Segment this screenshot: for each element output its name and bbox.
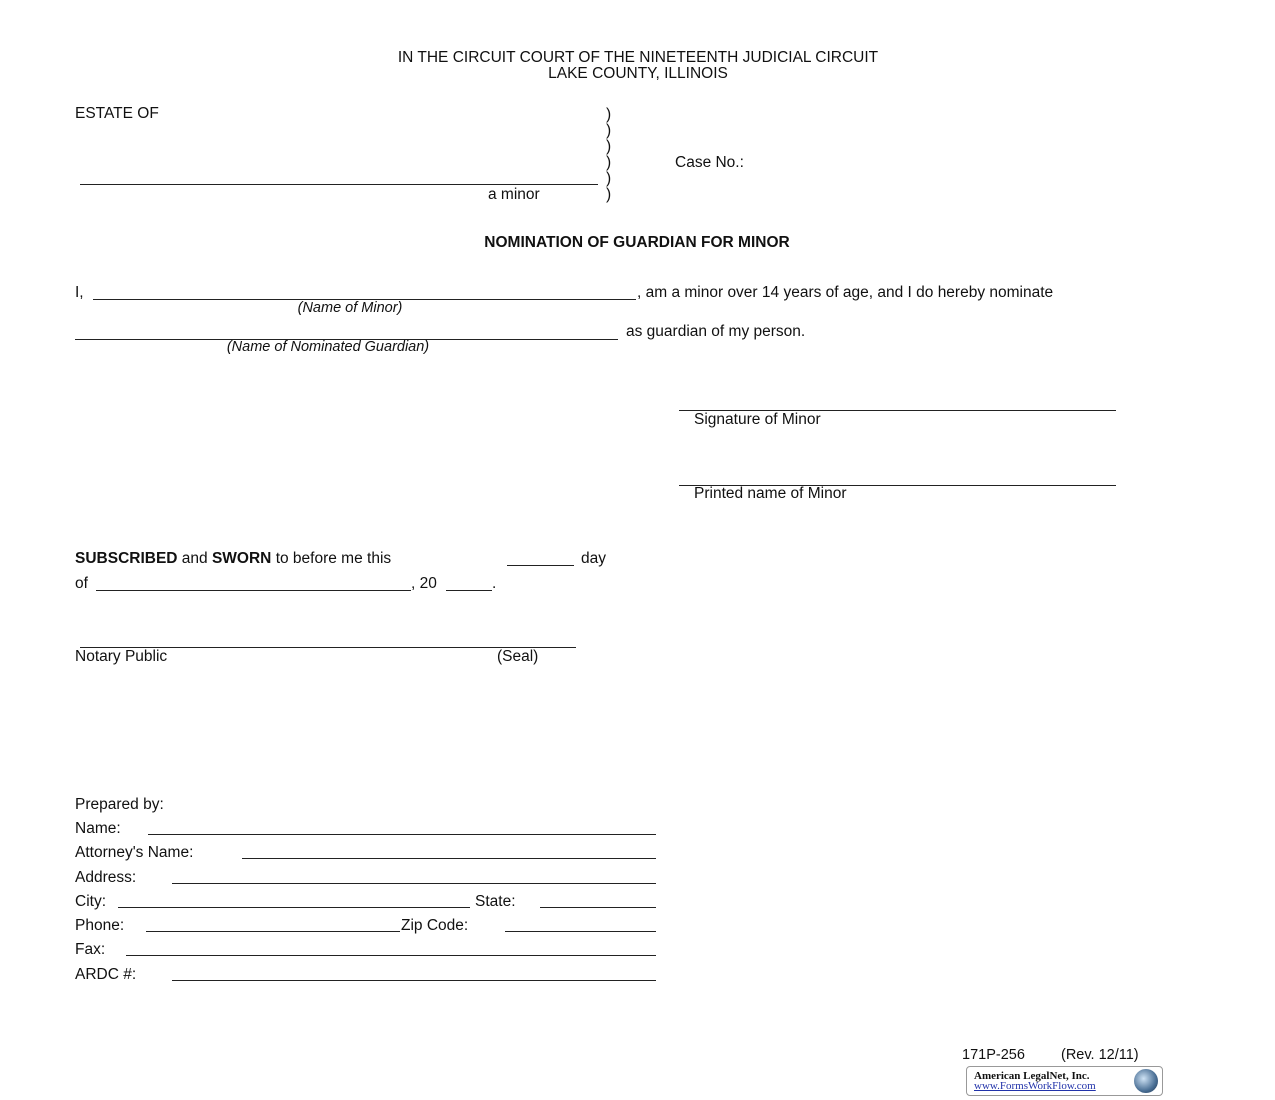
document-title: NOMINATION OF GUARDIAN FOR MINOR <box>484 234 790 251</box>
phone-label: Phone: <box>75 917 125 934</box>
form-number: 171P-256 <box>962 1047 1025 1063</box>
phone-field[interactable] <box>146 931 400 932</box>
state-label: State: <box>475 893 516 910</box>
name-label: Name: <box>75 820 121 837</box>
seal-label: (Seal) <box>497 648 539 665</box>
address-label: Address: <box>75 869 137 886</box>
county-name: LAKE COUNTY, ILLINOIS <box>548 65 728 82</box>
year-prefix: , 20 <box>411 575 437 592</box>
jurat-line-1 <box>75 550 391 568</box>
name-of-minor-caption: (Name of Minor) <box>297 300 403 316</box>
and-text: and <box>177 550 212 567</box>
revision-date: (Rev. 12/11) <box>1061 1047 1139 1063</box>
printed-name-label: Printed name of Minor <box>694 485 847 502</box>
subscribed-text: SUBSCRIBED <box>75 550 178 567</box>
of-label: of <box>75 575 88 592</box>
fax-label: Fax: <box>75 941 106 958</box>
caption-paren: ) <box>606 106 612 123</box>
name-field[interactable] <box>148 834 656 835</box>
name-of-guardian-caption: (Name of Nominated Guardian) <box>226 339 430 355</box>
caption-paren: ) <box>606 122 612 139</box>
caption-paren: ) <box>606 186 612 203</box>
a-minor-label: a minor <box>488 186 540 203</box>
nominate-text: , am a minor over 14 years of age, and I do hereby nominate <box>637 284 1054 301</box>
globe-icon <box>1134 1069 1158 1093</box>
i-label: I, <box>75 284 84 301</box>
day-line[interactable] <box>507 565 574 566</box>
city-label: City: <box>75 893 106 910</box>
case-number-label: Case No.: <box>675 154 744 171</box>
prepared-by-heading: Prepared by: <box>75 796 164 813</box>
jurat-text: to before me this <box>271 550 392 567</box>
address-field[interactable] <box>172 883 656 884</box>
period: . <box>492 575 497 592</box>
fax-field[interactable] <box>126 955 656 956</box>
attorney-name-label: Attorney's Name: <box>75 844 194 861</box>
caption-paren: ) <box>606 138 612 155</box>
estate-name-line[interactable] <box>80 184 598 185</box>
ardc-label: ARDC #: <box>75 966 137 983</box>
attorney-name-field[interactable] <box>242 858 656 859</box>
logo-url-link[interactable]: www.FormsWorkFlow.com <box>974 1080 1096 1092</box>
caption-paren: ) <box>606 170 612 187</box>
american-legalnet-logo[interactable] <box>966 1066 1163 1096</box>
state-field[interactable] <box>540 907 656 908</box>
guardian-text: as guardian of my person. <box>626 323 806 340</box>
court-name: IN THE CIRCUIT COURT OF THE NINETEENTH JUDICIAL CIRCUIT <box>397 49 879 66</box>
logo-company-name: American LegalNet, Inc. <box>974 1070 1090 1082</box>
year-line[interactable] <box>446 590 492 591</box>
sworn-text: SWORN <box>211 550 272 567</box>
notary-public-label: Notary Public <box>75 648 168 665</box>
city-field[interactable] <box>118 907 470 908</box>
ardc-field[interactable] <box>172 980 656 981</box>
month-line[interactable] <box>96 590 411 591</box>
signature-of-minor-label: Signature of Minor <box>694 411 821 428</box>
zip-code-field[interactable] <box>505 931 656 932</box>
zip-code-label: Zip Code: <box>401 917 469 934</box>
caption-paren: ) <box>606 154 612 171</box>
estate-of-label: ESTATE OF <box>75 105 159 122</box>
day-label: day <box>581 550 606 567</box>
